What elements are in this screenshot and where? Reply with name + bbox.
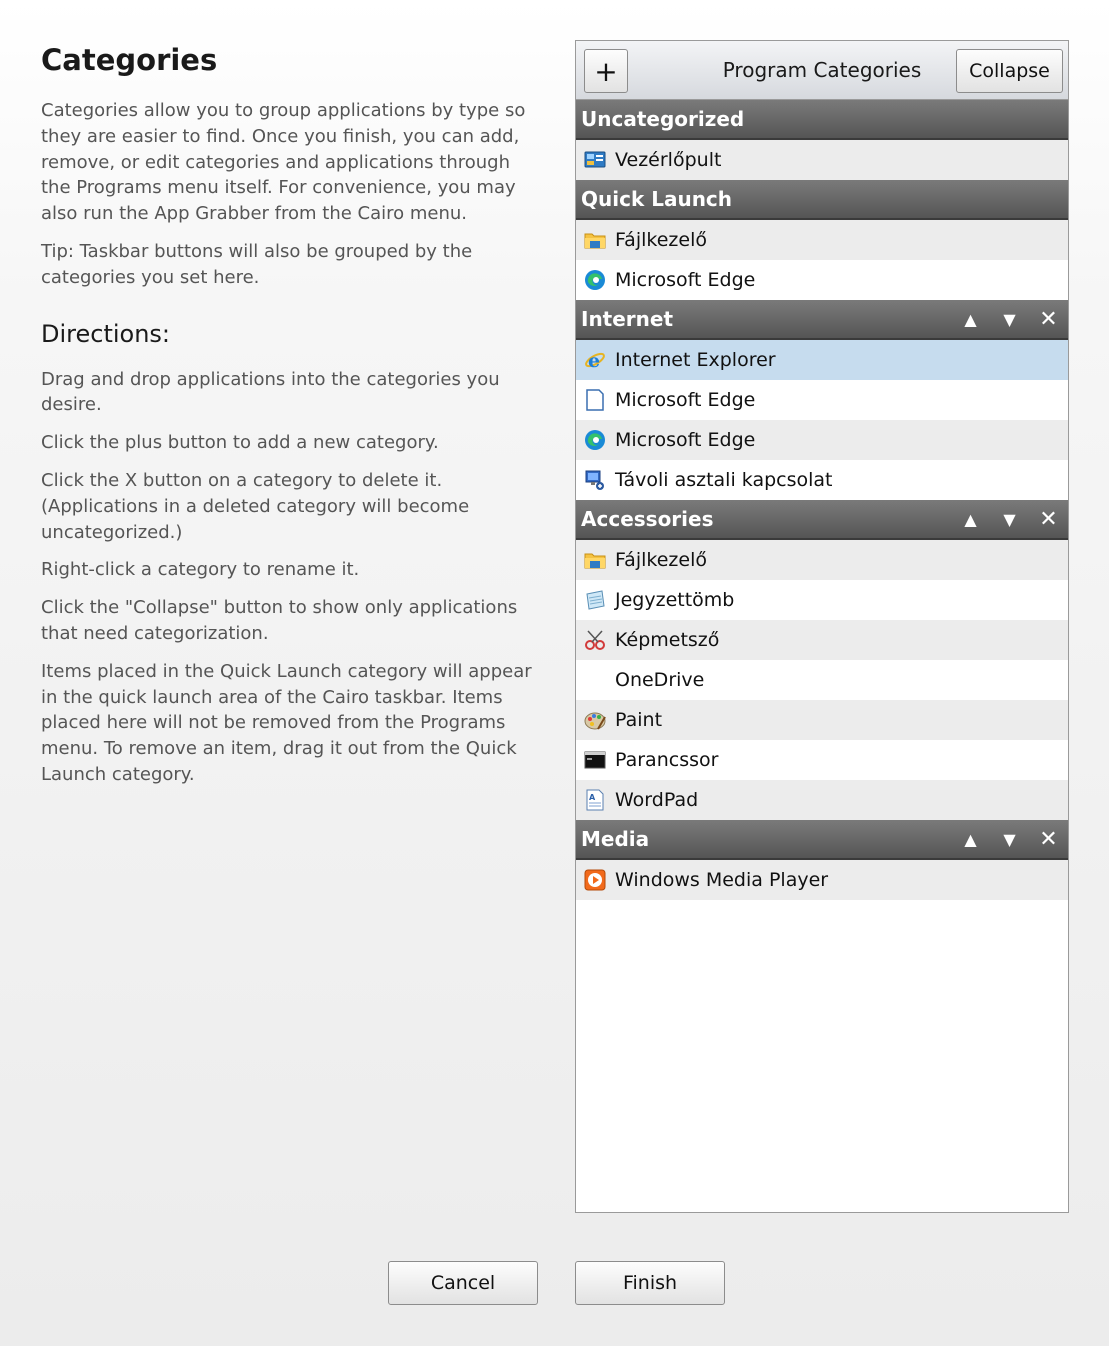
category-header-uncategorized[interactable] [576, 100, 1068, 140]
program-item[interactable] [576, 540, 1068, 580]
program-item-label: Microsoft Edge [615, 389, 756, 411]
notepad-icon [584, 589, 606, 611]
category-name: Accessories [581, 507, 714, 531]
intro-text: Categories allow you to group applications by type so they are easier to find. Once you finish, you can add, remove, or edit categories and applications through the Programs menu itself. For convenience, you may also run the App Grabber from the Cairo menu. [41, 100, 526, 225]
program-item-label: Jegyzettömb [615, 589, 735, 611]
direction-item: Click the plus button to add a new category. [41, 432, 439, 454]
category-header-internet[interactable] [576, 300, 1068, 340]
category-name: Internet [581, 307, 674, 331]
move-up-icon[interactable]: ▲ [964, 829, 977, 849]
category-name: Uncategorized [581, 107, 745, 131]
panel-header [576, 41, 1068, 100]
blank-page-icon [584, 389, 606, 411]
panel-title: Program Categories [722, 58, 922, 82]
program-item-label: Windows Media Player [615, 869, 829, 891]
program-item[interactable] [576, 700, 1068, 740]
move-down-icon[interactable]: ▼ [1003, 309, 1016, 329]
program-item[interactable] [576, 580, 1068, 620]
finish-button[interactable]: Finish [575, 1261, 725, 1305]
delete-category-icon[interactable]: ✕ [1039, 506, 1058, 532]
program-categories-panel [575, 40, 1069, 1213]
program-item[interactable] [576, 780, 1068, 820]
category-list [576, 100, 1068, 900]
category-name: Quick Launch [581, 187, 733, 211]
direction-item: Right-click a category to rename it. [41, 559, 360, 581]
move-up-icon[interactable]: ▲ [964, 309, 977, 329]
collapse-button[interactable]: Collapse [956, 49, 1063, 93]
program-item-label: Parancssor [615, 749, 719, 771]
remote-desktop-icon [584, 469, 606, 491]
program-item-label: Képmetsző [615, 629, 720, 651]
folder-icon [584, 549, 606, 571]
program-item[interactable] [576, 380, 1068, 420]
svg-text:A: A [589, 793, 596, 802]
cancel-button[interactable]: Cancel [388, 1261, 538, 1305]
edge-icon [584, 269, 606, 291]
media-player-icon [584, 869, 606, 891]
direction-item: Click the X button on a category to delete it. (Applications in a deleted category will become uncategorized.) [41, 469, 470, 543]
delete-category-icon[interactable]: ✕ [1039, 826, 1058, 852]
delete-category-icon[interactable]: ✕ [1039, 306, 1058, 332]
ie-icon [584, 349, 606, 371]
direction-item: Click the "Collapse" button to show only applications that need categorization. [41, 597, 518, 644]
program-item-label: WordPad [615, 789, 699, 811]
add-category-button[interactable]: + [584, 49, 628, 93]
program-item-label: Távoli asztali kapcsolat [615, 469, 833, 491]
control-panel-icon [584, 149, 606, 171]
program-item-label: Fájlkezelő [615, 549, 707, 571]
program-item[interactable] [576, 220, 1068, 260]
svg-text:e: e [588, 350, 601, 371]
program-item[interactable] [576, 140, 1068, 180]
page-title: Categories [41, 43, 218, 77]
instructions-pane [41, 40, 541, 800]
program-item-label: Microsoft Edge [615, 429, 756, 451]
program-item-label: OneDrive [615, 669, 705, 691]
program-item-label: Microsoft Edge [615, 269, 756, 291]
edge-icon [584, 429, 606, 451]
empty-icon-slot [584, 669, 606, 691]
program-item-label: Paint [615, 709, 663, 731]
program-item[interactable] [576, 620, 1068, 660]
program-item-label: Vezérlőpult [615, 149, 722, 171]
folder-icon [584, 229, 606, 251]
paint-icon [584, 709, 606, 731]
program-item[interactable] [576, 340, 1068, 380]
cmd-icon [584, 749, 606, 771]
move-down-icon[interactable]: ▼ [1003, 509, 1016, 529]
category-header-media[interactable] [576, 820, 1068, 860]
program-item[interactable] [576, 420, 1068, 460]
program-item[interactable] [576, 660, 1068, 700]
program-item[interactable] [576, 860, 1068, 900]
move-up-icon[interactable]: ▲ [964, 509, 977, 529]
program-item[interactable] [576, 260, 1068, 300]
snipping-tool-icon [584, 629, 606, 651]
program-item-label: Internet Explorer [615, 349, 776, 371]
direction-item: Items placed in the Quick Launch category will appear in the quick launch area of the Cairo taskbar. Items placed here will not be removed from the Programs menu. To remove an item, drag it out from the Quick Launch category. [41, 660, 532, 785]
move-down-icon[interactable]: ▼ [1003, 829, 1016, 849]
program-item[interactable] [576, 460, 1068, 500]
category-header-accessories[interactable] [576, 500, 1068, 540]
wordpad-icon [584, 789, 606, 811]
tip-text: Tip: Taskbar buttons will also be grouped by the categories you set here. [41, 240, 473, 288]
direction-item: Drag and drop applications into the categories you desire. [41, 368, 500, 416]
category-header-quick-launch[interactable] [576, 180, 1068, 220]
directions-title: Directions: [41, 319, 171, 348]
program-item-label: Fájlkezelő [615, 229, 707, 251]
program-item[interactable] [576, 740, 1068, 780]
category-name: Media [581, 827, 650, 851]
